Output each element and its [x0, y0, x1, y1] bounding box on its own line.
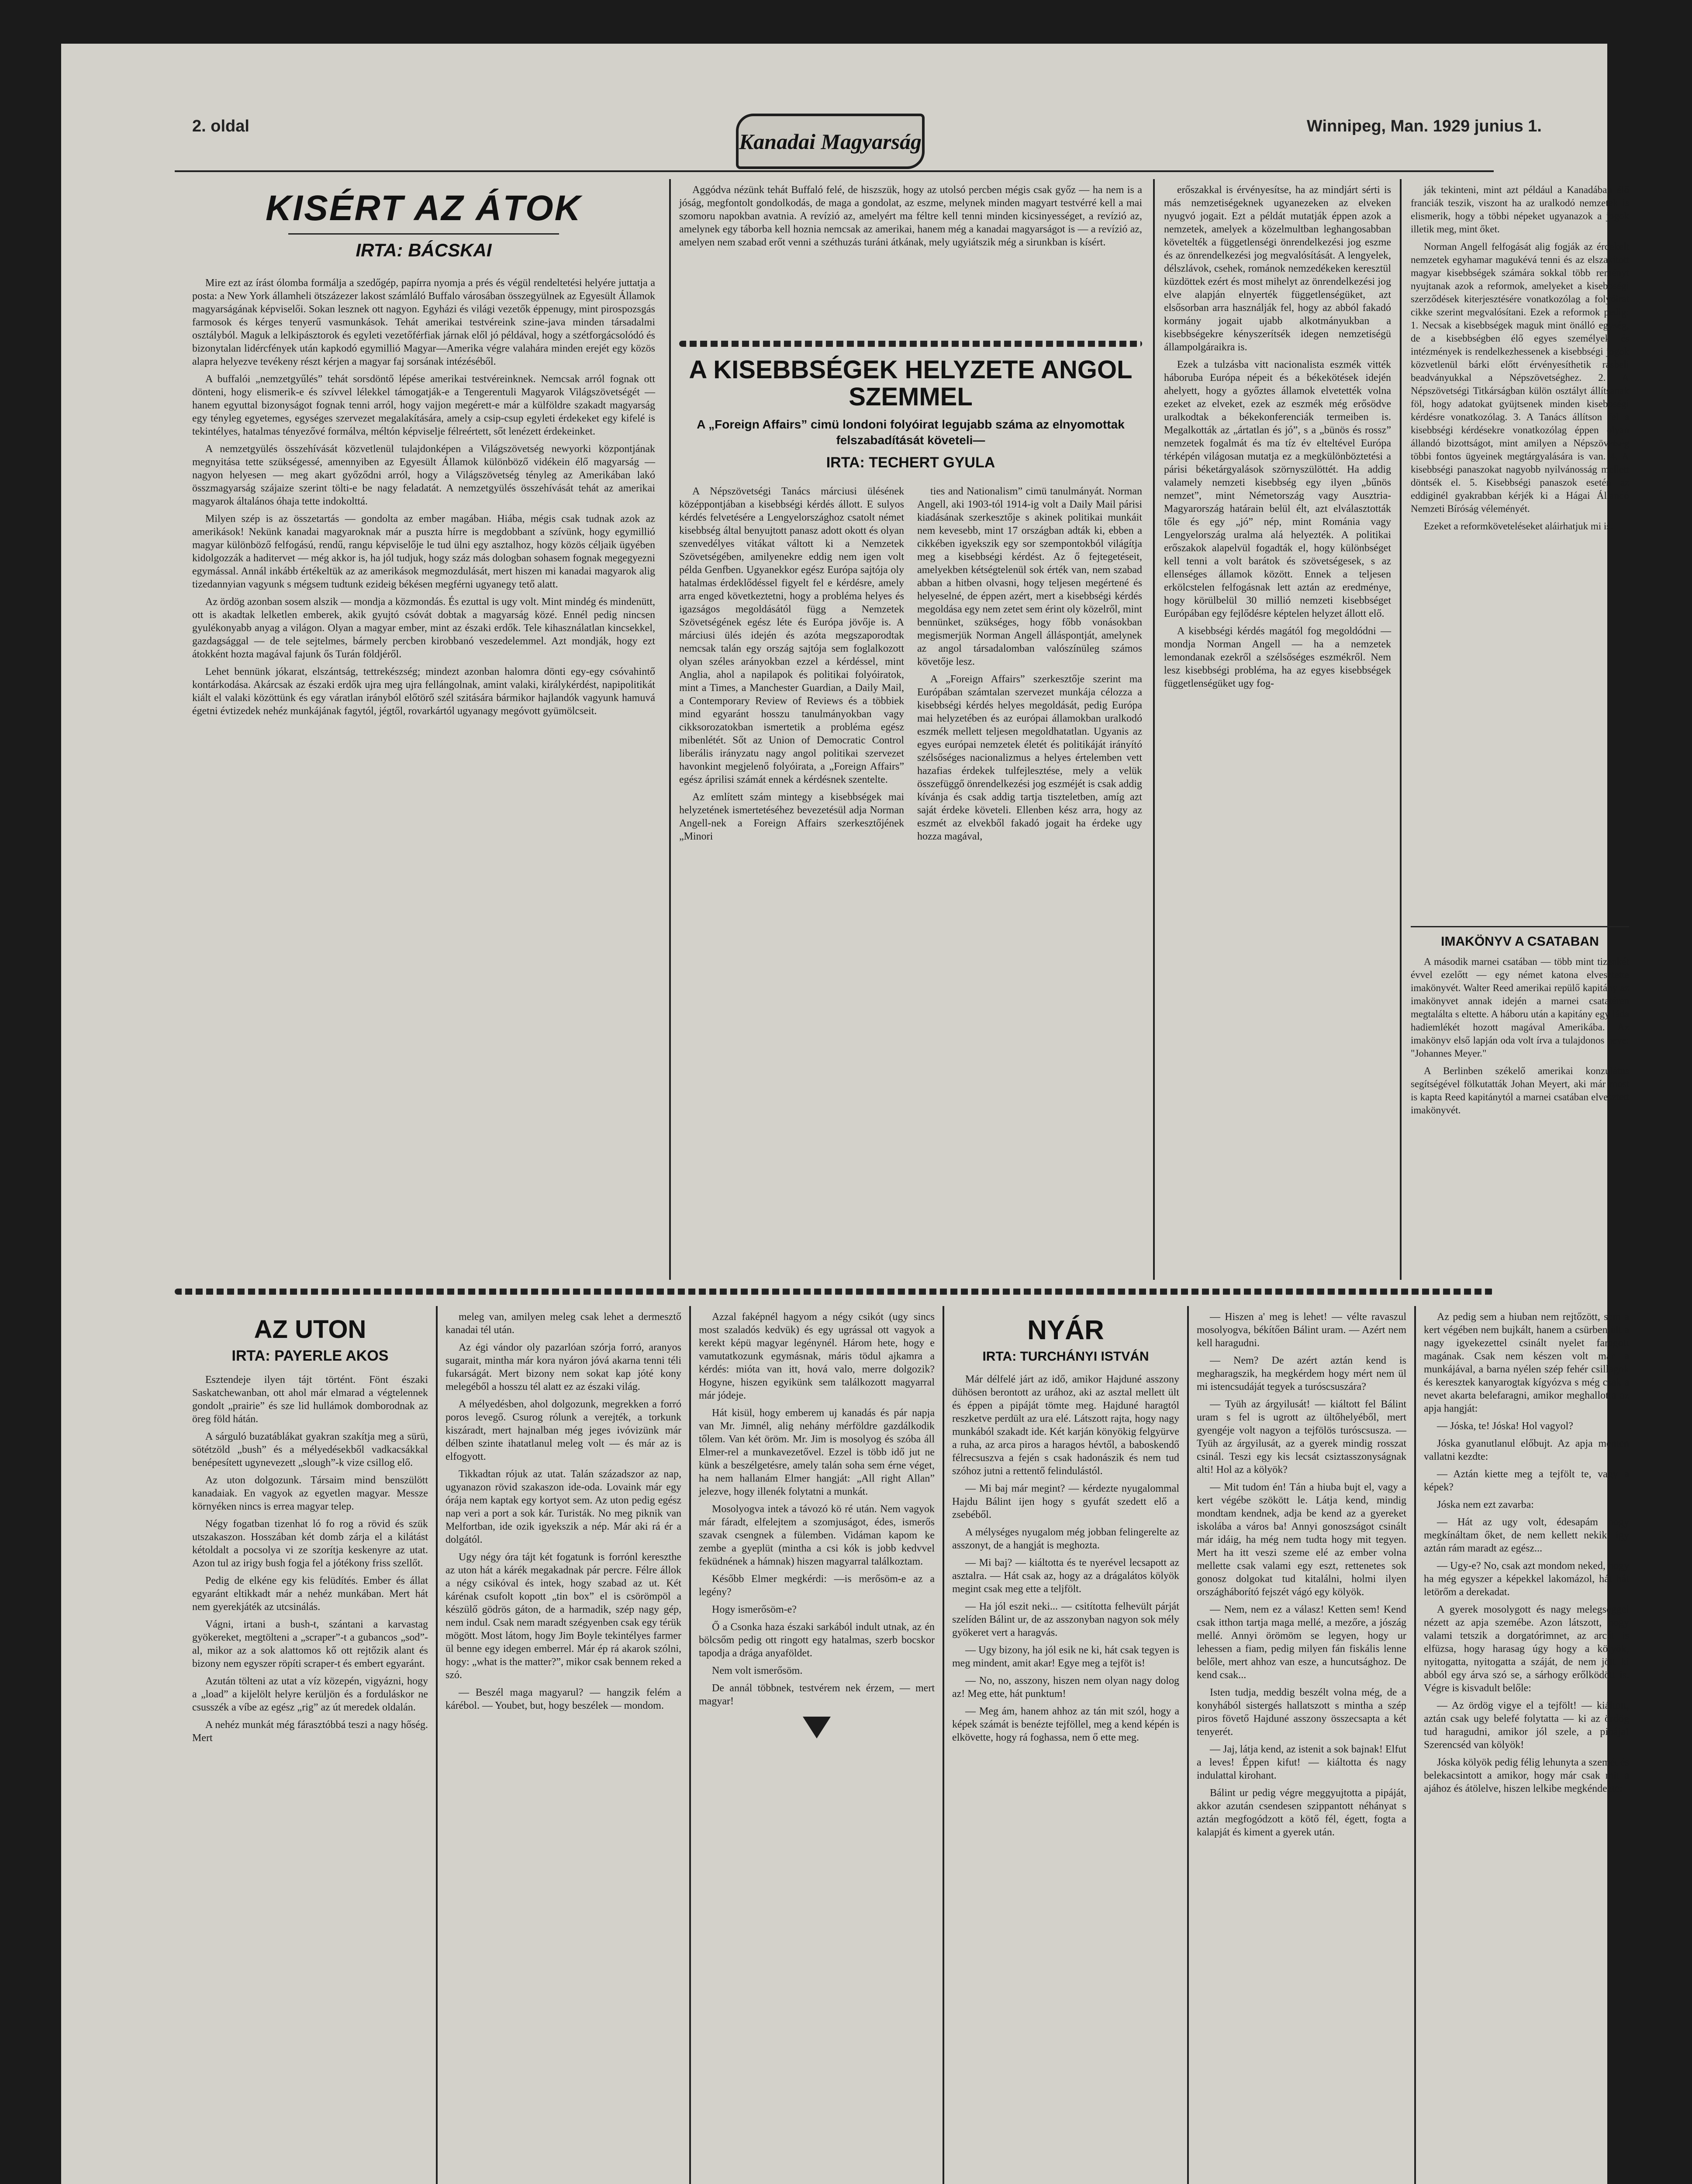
paragraph: Mire ezt az írást ólomba formálja a szedőgép, papírra nyomja a prés és végül rendeltetési helyére juttatja a posta: a New York államheli ötszázezer lakost számláló Buffalo városában összegyülnek az Egyesült Államok magyarságának képviselői. Sokan lesznek ott nagyon. Egyházi és világi vezetők éppenugy, mint pirospozsgás farmosok és kérges tenyerű vasmunkások. Tehát amerikai testvéreink szine-java minden társadalmi osztályból. Maguk a lelkipásztorok és egyleti vezetőférfiak járnak elől jó példával, hogy a szétforgácsolódó és bizonytalan lidércfények után kapkodó egymillió Magyar—Amerika végre valahára minden erejét egy közös alapra helyezve tevékeny részt kérjen a magyar faj sorsának intézéséből.: [192, 277, 655, 367]
paragraph: Vágni, irtani a bush-t, szántani a karvastag gyökereket, megtölteni a „scraper”-t a gubancos „sod”-al, mikor az a sok alattomos kő ott rejtőzik alant és bizony nem egyszer röpíti scraper-t és embert egyaránt.: [192, 1619, 428, 1669]
paragraph: — Jaj, látja kend, az istenit a sok bajnak! Elfut a leves! Éppen kifut! — kiáltotta és nagy indulattal kirohant.: [1197, 1744, 1406, 1781]
article-column: [445, 1310, 681, 1717]
paragraph: meleg van, amilyen meleg csak lehet a dermesztő kanadai tél után.: [445, 1311, 681, 1336]
article-column: [699, 1310, 935, 1738]
article-title: IMAKÖNYV A CSATABAN: [1441, 934, 1599, 949]
paragraph: A nemzetgyülés összehívását közvetlenül tulajdonképen a Világszövetség newyorki központjának megnyitása tette szükségessé, amennyiben az Egyesült Államok különböző vidékein élő magyarság — nagyon helyesen — meg akart győződni arról, hogy a Világszövetség tényleg az Amerikában lakó összmagyarság szájaize szerint tölti-e be nagy feladatát. A nemzetgyülés összehívását tehát az amerikai magyarok általános óhaja tette indokolttá.: [192, 443, 655, 507]
paragraph: Hogy ismerősöm-e?: [712, 1604, 797, 1615]
article-title: AZ UTON: [254, 1315, 366, 1344]
article-column: [1164, 183, 1391, 695]
paragraph: Ezeket a reformköveteléseket aláirhatjuk mi is.: [1424, 521, 1613, 532]
paragraph: Ugy négy óra tájt két fogatunk is forrónl kereszthe az uton hát a kárék megakadnak pár percre. Félre állok a négy csikóval és intek, hogy szabad az ut. Két kárénak csufolt kopott „tin box” el is csörömpöl a készülő gödrös gáton, de a harmadik, szép nagy gép, nem indul. Csak nem maradt szégyenben csak egy térük mögött. Most látom, hogy Jim Boyle tekintélyes farmer ül benne egy idegen emberrel. Már ép rá akarok szólni, hogy: „what is the matter?”, mikor csak bennem reked a szó.: [445, 1552, 681, 1681]
paragraph: A Népszövetségi Tanács márciusi ülésének középpontjában a kisebbségi kérdés állott. E sulyos kérdés felvetésére a Lengyelországhoz csatolt német kisebbség által benyujtott panasz adott okott és olyan szenvedélyes vitákat váltott ki a Nemzetek Szövetségében, amilyenekre eddig nem igen volt példa Genfben. Ugyanekkor egész Európa sajtója oly hatalmas érdeklődéssel figyelt fel e kérdésre, amely arra enged következtetni, hogy a probléma helyes és igazságos megoldásától függ a Nemzetek Szövetségének egész léte és Európa jövője is. A márciusi ülés idején és azóta megszaporodtak nemcsak talán egy ország sajtója sem foglalkozott olyan széles arányokban ezzel a kérdéssel, mint Anglia, ahol a napilapok és politikai folyóiratok, mint a Times, a Manchester Guardian, a Daily Mail, a Contemporary Review of Reviews és a többiek mind egyaránt hosszu tanulmányokban vagy cikksorozatokban ismertetik a probléma egész mibenlétét. Sőt az Union of Democratic Control liberális irányzatu nagy angol politikai szervezet havonkint megjelenő folyóirata, a „Foreign Affairs” egész áprilisi számát ennek a kérdésnek szentelte.: [679, 486, 904, 785]
paragraph: — Hát az ugy volt, édesapám hogy megkínáltam őket, de nem kellett nekik, így aztán rám maradt az egész...: [1424, 1517, 1629, 1554]
paragraph: Az említett szám mintegy a kisebbségek mai helyzetének ismertetéséhez bevezetésül adja Norman Angell-nek a Foreign Affairs szerkesztőjének „Minori: [679, 791, 904, 842]
paragraph: Jóska nem ezt zavarba:: [1437, 1499, 1534, 1510]
column-rule: [943, 1306, 944, 2184]
page-number: 2. oldal: [192, 117, 249, 135]
paragraph: Az uton dolgozunk. Társaim mind benszülött kanadaiak. En vagyok az egyetlen magyar. Messze környéken nincs is errea magyar telep.: [192, 1475, 428, 1512]
article-az-uton: [192, 1310, 428, 1749]
paragraph: Jóska gyanutlanul előbujt. Az apja menten vallatni kezdte:: [1424, 1438, 1629, 1462]
paragraph: Aggódva nézünk tehát Buffaló felé, de hiszszük, hogy az utolsó percben mégis csak győz — ha nem is a jóság, megfontolt gondolkodás, de maga a gondolat, az eszme, melynek minden magyart testvérré kell a mai szomoru napokban avatnia. A revízió az, amelyért ma féltre kell tenni minden kicsinyességet, a revízió az, amelynek egy táborba kell hoznia nemcsak az amerikai, hanem még a kanadai magyarságot is — a revízió az, amelyen nem szabad erőt venni a széthuzás turáni átkának, mely ugyiátszik még a sirunkban is kísért.: [679, 184, 1142, 248]
article-column: [679, 485, 904, 847]
article-continuation: [679, 183, 1142, 253]
article-nyar: [952, 1310, 1179, 1749]
paragraph: — Tyüh az árgyilusát! — kiáltott fel Bálint uram s fel is ugrott az ültőhelyéből, mert gyengéje volt nagyon a tejfölös turóscsusza. — Tyüh az árgyilusát, az a gyerek mindig rosszat csinál. Teszi egy kis lecsát csiztasszonyságnak alti! Hol az a kölyök?: [1197, 1399, 1406, 1476]
paragraph: Az ördög azonban sosem alszik — mondja a közmondás. És ezuttal is ugy volt. Mint mindég és mindenütt, ott is akadtak lelketlen emberek, akik gyujtó csóvát dobtak a magyarság közé. Ennél pedig nincsen gyulékonyabb anyag a világon. Olyan a magyar ember, mint az északi erdők. Tele kihasználatlan kincsekkel, gazdagsággal — de tele sejtelmes, bármely percben kirobbanó veszedelemmel. Azt mondják, hogy ezt átokként hozta magával fajunk ős Turán földjéről.: [192, 596, 655, 660]
paragraph: A buffalói „nemzetgyűlés” tehát sorsdöntő lépése amerikai testvéreinknek. Nemcsak arról fognak ott dönteni, hogy elismerik-e és szívvel lélekkel támogatják-e a Tengerentuli Magyarok Világszövetségét — hanem egyuttal bizonyságot fognak tenni arról, hogy vajjon megérett-e már a külföldre szakadt magyarság egy tényleg egyetemes, egységes szervezet megalakítására, amely a csip-csup egyleti érdekeket egy kifelé is tekintélyes, hatalmas tényezővé formálva, méltón képviselje félreértett, sőt lenézett érdekeinket.: [192, 373, 655, 437]
column-rule: [669, 179, 671, 1280]
paragraph: — Nem? De azért aztán kend is megharagszik, ha megkérdem hogy mért nem ül mi istencsudáját tegyek a turóscsuszára?: [1197, 1355, 1406, 1393]
article-imakonyv: [1411, 926, 1629, 1121]
paragraph: — Hiszen a' meg is lehet! — vélte ravaszul mosolyogva, békítően Bálint uram. — Azért nem kell haragudni.: [1197, 1311, 1406, 1349]
paragraph: — Mit tudom én! Tán a hiuba bujt el, vagy a kert végébe szökött le. Látja kend, mindig mondtam kendnek, adja be kend az a gyereket iskolába a város ba! Annyi gonoszságot csinált már idáig, ha még nem tudta hogy mit tegyen. Mert ha itt veszi szeme elé az ember volna mellette csak valami egy eszt, rettenetes sok gonosz dolgokat tud kitalálni, holmi ilyen országháborító fejszét vágó egy kölyök.: [1197, 1482, 1406, 1598]
paragraph: A mélységes nyugalom még jobban felingerelte az asszonyt, de a hangját is meghozta.: [952, 1527, 1179, 1551]
paragraph: A sárguló buzatáblákat gyakran szakítja meg a sürü, sötétzöld „bush” és a mélyedésekből vadkacsákkal benépesített ugynevezett „slough”-k vize csillog elő.: [192, 1431, 428, 1469]
paragraph: Milyen szép is az összetartás — gondolta az ember magában. Hiába, mégis csak tudnak azok az amerikások! Nekünk kanadai magyaroknak már a puszta hírre is megdobbant a szívünk, hogy egymillió magyar különböző felfogású, rendű, rangu képviselője le tud ülni egy asztalhoz, hogy közös céljaik ügyében kidolgozzák a haditervet — még akkor is, ha jól tudjuk, hogy száz más dologban sohasem fognak megegyezni egymással. Annál inkább értékeltük az az amerikások megmozdulását, mert hiszen mi kanadai magyarok alig tizedannyian vagyunk s mégsem tudtunk ezideig békésen megférni ugyanegy tető alatt.: [192, 513, 655, 590]
paragraph: Négy fogatban tizenhat ló fo rog a rövid és szük utszakaszon. Hosszában két domb zárja el a kilátást kétoldalt a pocsolya vi ze szorítja keskenyre az utat. Azon tul az irigy bush fogja fel a jótékony friss szellőt.: [192, 1518, 428, 1569]
paragraph: A kisebbségi kérdés magától fog megoldódni — mondja Norman Angell — ha a nemzetek lemondanak ezekről a szélsőséges eszmékről. Nem lesz kisebbségi probléma, ha az egyes kisebbségek függetlenségüket ugy fog-: [1164, 625, 1391, 689]
article-byline: IRTA: TECHERT GYULA: [826, 454, 995, 471]
paragraph: A második marnei csatában — több mint tizenkét évvel ezelőtt — egy német katona elvesztette imakönyvét. Walter Reed amerikai repülő kapitány az imakönyvet annak idején a marnei csatatéren megtalálta s eltette. A háboru után a kapitány egy láda hadiemlékét hozott magával Amerikába. Az imakönyv első lapján oda volt írva a tulajdonos neve: "Johannes Meyer.": [1411, 956, 1629, 1059]
article-column: [1411, 183, 1629, 537]
article-body: [1411, 955, 1629, 1117]
paragraph: Nem volt ismerősöm.: [712, 1665, 803, 1676]
column-rule: [436, 1306, 438, 2184]
paragraph: — Jóska, te! Jóska! Hol vagyol?: [1437, 1420, 1573, 1432]
paragraph: Az égi vándor oly pazarlóan szórja forró, aranyos sugarait, mintha már kora nyáron jóvá akarna tenni téli fukarságát. Mert bizony nem sokat kap jóté kony melegéből a hosszu tél alatt ez az északi világ.: [445, 1342, 681, 1393]
end-of-article-mark: [803, 1717, 831, 1738]
paragraph: erőszakkal is érvényesítse, ha az mindjárt sérti is más nemzetiségeknek ugyanezeken az elveken nyugvó jogait. Ezt a példát mutatják éppen azok a nemzetek, amelyek a közelmultban leghangosabban követelték a függetlenségi önrendelkezési jog eszme és az önrendelkezési jog megvalósítását. A lengyelek, délszlávok, csehek, románok nemzedékeken keresztül küzdöttek ezért és most mihelyt az önrendelkezési jog elve alapján elnyerték függetlenségüket, azt elsősorban arra használják fel, hogy az abból fakadó kormány jogait ujabb alkotmányukban a kisebbségekre kényszerítsék idegen nemzetiségü állampolgáraikra is.: [1164, 184, 1391, 353]
paragraph: A Berlinben székelő amerikai konzulátus segítségével fölkutatták Johan Meyert, aki már most is kapta Reed kapitánytól a marnei csatában elvesztett imakönyvét.: [1411, 1065, 1629, 1116]
column-rule: [689, 1306, 691, 2184]
paragraph: Hát kisül, hogy emberem uj kanadás és pár napja van Mr. Jimnél, alig nehány mérföldre gazdálkodik tőlem. Van két öröm. Mr. Jim is mosolyog és szóba áll Elmer-rel a munkavezetővel. Ezzel is több idő jut ne künk a beszélgetésre, amely talán soha sem érne véget, ha nem hallanám Elmer hangját: „All right Allan” jelezve, hogy illenék folytatni a munkát.: [699, 1407, 935, 1497]
paragraph: — Az ördög vigye el a tejfölt! — kiáltott, aztán csak ugy belefé folytatta — ki az ördög tud haragudni, amikor jól szele, a pipája! Szerencséd van kölyök!: [1424, 1700, 1629, 1751]
paragraph: ties and Nationalism” cimü tanulmányát. Norman Angell, aki 1903-tól 1914-ig volt a Daily Mail párisi kiadásának szerkesztője s akinek politikai munkáit nem kevesebb, mint 17 országban adták ki, ebben a cikkében igyekszik egy sor szempontokból világítja meg a kisebbségi kérdést. Az ő fejtegetéseit, amelyekben kétségtelenül sok érték van, nem szabad abban a hitben olvasni, hogy teljesen megértené és helyeselné, de éppen azért, mert a kisebbségi kérdés megoldása egy nem zetet sem érint oly közelről, mint bennünket, szükséges, hogy főbb vonásokban megismerjük Norman Angell álláspontját, amelynek az angol társadalomban valószínüleg számos követője lesz.: [917, 486, 1142, 667]
paragraph: Azután tölteni az utat a víz közepén, vigyázni, hogy a „load” a kijelölt helyre kerüljön és a forduláskor ne csusszék a víbe az egész „rig” az út meredek oldalán.: [192, 1676, 428, 1713]
paragraph: Azzal faképnél hagyom a négy csikót (ugy sincs most szaladós kedvük) és egy ugrással ott vagyok a kerekt képü magyar legénynél. Három hete, hogy e vamutatkozunk egymásnak, máris tödul ajkamra a kérdés: mióta van itt, hová valo, merre dolgozik? Hogyne, hiszen egyikünk sem találkozott magyarral már jódeje.: [699, 1311, 935, 1401]
paragraph: — Nem, nem ez a válasz! Ketten sem! Kend csak itthon tartja maga mellé, a mezőre, a jószág mellé. Annyi örömöm se legyen, hogy ur lehessen a fiam, pedig milyen fán fiskális lenne belőle, mert ahhoz van esze, a huncutsághoz. De kend csak...: [1197, 1604, 1406, 1681]
article-title: KISÉRT AZ ÁTOK: [266, 188, 582, 228]
paragraph: Norman Angell felfogását alig fogják az érdekelt nemzetek egyhamar magukévá tenni és az elszakított magyar kisebbségek számára sokkal több reményt nyujtanak azok a reformok, amelyeket a kisebbségi szerződések kiterjesztésére vonatkozólag a folyóirat cikke szerint megvalósítani. Ezek a reformok pedig: 1. Necsak a kisebbségek maguk mint önálló egység, de a kisebbségben élő egyes személyek és intézmények is rendelkezhessenek a kisebbségi jogok közvetlenül bárki előtt érvényesíthetik rásbeli beadványukkal a Népszövetséghez. 2. A Népszövetségi Titkárságban külön osztályt állítsanak föl, hogy adatokat gyüjtsenek minden kisebbségi kérdésre vonatkozólag. 3. A Tanács állítson fel a kisebbségi kérdésekre vonatkozólag éppen olyan állandó bizottságot, mint amilyen a Népszövetség többi fontos ügyeinek megtárgyalására is van. 4. A kisebbségi panaszokat nagyobb nyilvánosság mellett döntsék el. 5. Kisebbségi panaszok esetén az eddiginél gyakrabban kérjék ki a Hágai Állandó Nemzeti Bíróság véleményét.: [1411, 241, 1629, 514]
column-rule: [1153, 179, 1155, 1280]
article-column: [1424, 1310, 1629, 1800]
article-byline: IRTA: TURCHÁNYI ISTVÁN: [982, 1349, 1149, 1364]
article-body: [192, 276, 655, 718]
paragraph: De annál többnek, testvérem nek érzem, — mert magyar!: [699, 1683, 935, 1707]
paragraph: — Ha jól eszit neki... — csitította felhevült párját szelíden Bálint ur, de az asszonyban nagyon sok mély gyökeret vert a haragvás.: [952, 1601, 1179, 1638]
paragraph: — Mi baj? — kiáltotta és te nyerével lecsapott az asztalra. — Hát csak az, hogy az a drágalátos kölyök megint csak meg ette a teljfölt.: [952, 1557, 1179, 1595]
header-rule: [175, 170, 1494, 172]
article-column: [952, 1373, 1179, 1744]
paragraph: Ezek a tulzásba vitt nacionalista eszmék vitték háboruba Európa népeit és a békekötések idején ahelyett, hogy a győztes államok elvetették volna ezeket az elveket, ezek az eszmék még erősödve uralkodtak a békekonferenciák termeiben is. Megalkották az „ártatlan és jó”, s a „bünös és rossz” nemzetek fogalmát és ma tíz év elteltével Európa térképén világosan mutatja ez a megkülönböztetési a párisi béketárgyalások szörnyszülöttét. Ha addig valamely nemzeti kisebbség egy ilyen „bűnös nemzet”, mint Németország vagy Ausztria-Magyarország határain belül élt, azt elválasztották tőle és egy „jó” nép, mint Románia vagy Lengyelország uralma alá helyezték. A politikai erőszakok alapelvül fogadták el, hogy különbséget kell tenni a volt barátok és szövetségesek, s az ellenséges államok között. Ennek a teljesen erkölcstelen felfogásnak lett aztán az eredménye, hogy körülbelül 30 millió nemzeti kisebbséget Európában egy fejlődésre képtelen helyzet állott elő.: [1164, 359, 1391, 619]
paragraph: Jóska kölyök pedig félig lehunyta a szemét és belekacsintott a amikor, hogy már csak mit a ajához és átölelve, hiszen lelkibe megkéndezte:: [1424, 1757, 1629, 1794]
paragraph: — No, no, asszony, hiszen nem olyan nagy dolog az! Meg ette, hát punktum!: [952, 1675, 1179, 1700]
paragraph: ják tekinteni, mint azt például a Kanadában élő franciák teszik, viszont ha az uralkodó nemzetek is elismerik, hogy a többi népeket ugyanazok a jogok illetik meg, mint őket.: [1411, 184, 1629, 235]
paragraph: — Aztán kiette meg a tejfölt te, vagy a képek?: [1424, 1469, 1629, 1493]
article-title: A KISEBBSÉGEK HELYZETE ANGOL SZEMMEL: [689, 356, 1133, 411]
column-rule: [1414, 1306, 1416, 2184]
paragraph: Az pedig sem a hiuban nem rejtőzött, sem a kert végében nem bujkált, hanem a csürben ült a nagy igyekezettel csinált nyelet faragott magának. Csak nem készen volt már a munkájával, a barna nyélen szép fehér csillagok és keresztek kanyarogtak kígyózva s még csak a nevet akarta belefaragni, amikor meghallotta az apja hangját:: [1424, 1311, 1629, 1414]
paragraph: Ő a Csonka haza északi sarkából indult utnak, az én bölcsőm pedig ott ringott egy hatalmas, szerb bocskor tapodja a drága anyaföldet.: [699, 1621, 935, 1659]
paragraph: — Ugy bizony, ha jól esik ne ki, hát csak tegyen is meg mindent, amit akar! Egye meg a tejföt is!: [952, 1645, 1179, 1669]
article-column: [192, 1373, 428, 1745]
paragraph: Később Elmer megkérdi: —is merősöm-e az a legény?: [699, 1573, 935, 1598]
article-title: NYÁR: [1027, 1315, 1104, 1345]
paragraph: Lehet bennünk jókarat, elszántság, tettrekészség; mindezt azonban halomra dönti egy-egy csóvahintő kontárkodása. Akárcsak az északi erdők ujra meg ujra fellángolnak, amint valaki, királykérdést, napipolitikát kiált el valaki közöttünk és egy váratlan irányból előtörő szél szitására bármikor hajlandók vagyunk hamuvá égetni évtizedek nehéz munkájának fagytól, jégtől, rovarkártól ugyanagy megóvott gyümölcseit.: [192, 666, 655, 717]
paragraph: — Mi baj már megint? — kérdezte nyugalommal Hajdu Bálint ijen hogy s gyufát szedett elő a zsebéből.: [952, 1483, 1179, 1521]
paragraph: Esztendeje ilyen tájt történt. Fönt északi Saskatchewanban, ott ahol már elmarad a végtelennek gondolt „prairie” és sze lid hullámok domborodnak az öreg föld hátán.: [192, 1374, 428, 1425]
paragraph: A mélyedésben, ahol dolgozunk, megrekken a forró poros levegő. Csurog rólunk a verejték, a torkunk kiszáradt, mert hajnalban még jeges ivóvizünk már délben szinte ihatatlanul meleg volt — és már az is elfogyott.: [445, 1399, 681, 1462]
paragraph: A „Foreign Affairs” szerkesztője szerint ma Európában számtalan szervezet munkája célozza a kisebbségi kérdés helyes megoldását, pedig Európa mai helyzetében és az európai államokban uralkodó eszmék mellett teljesen megoldhatatlan. Ugyanis az egyes európai nemzetek életét és politikáját irányító szélsőséges nacionalizmus a helyes értelemben vett hazafias érdekek tulfejlesztése, mely a velük összefüggő önrendelkezési jog eszméjét is csak addig kívánja és csak addig tartja tiszteletben, amíg azt saját érdeke követeli. Ellenben kész arra, hogy az eszmét az elvekből fakadó jogait ha érdeke ugy hozza magával,: [917, 674, 1142, 842]
paragraph: Bálint ur pedig végre meggyujtotta a pipáját, akkor azután csendesen szippantott néhányat s aztán megfogódzott a kötő fél, égett, fogta a kalapját és kiment a gyerek után.: [1197, 1787, 1406, 1838]
newspaper-page: [61, 44, 1629, 2184]
column-rule: [1187, 1306, 1189, 2184]
article-column: [917, 485, 1142, 847]
article-column: [1197, 1310, 1406, 1843]
column-rule: [1400, 179, 1402, 1280]
article-kisebbsegek-header: [679, 341, 1142, 474]
article-kisert-az-atok: [192, 179, 655, 722]
paragraph: Mosolyogva intek a távozó kö ré után. Nem vagyok már fáradt, elfelejtem a szomjuságot, édes, ismerős szavak csengnek a fülemben. Vidáman kapom ke zembe a gyeplüt (mintha a csi kók is jobb kedvvel feküdnének a hámnak) hiszen magyarral találkoztam.: [699, 1503, 935, 1567]
paragraph: Már délfelé járt az idő, amikor Hajduné asszony dühösen berontott az urához, aki az asztal mellett ült és éppen a pipáját tömte meg. Hajduné haragtól reszketve perdült az ura elé. Látszott rajta, hogy nagy munkából szakadt ide. Két karján könyökig felgyürve a ruha, az arca piros a haragos hévtől, a baboskendő félrecsuszva a fején s csak hadonászik és nem tud szóhoz jutni a rettentő felindulástól.: [952, 1374, 1179, 1477]
paragraph: — Meg ám, hanem ahhoz az tán mit szól, hogy a képek számát is benézte tejföllel, meg a kend képén is elkövette, hogy rá foghassa, nem ő ette meg.: [952, 1706, 1179, 1743]
paragraph: — Beszél maga magyarul? — hangzik felém a kárébol. — Youbet, but, hogy beszélek — mondom.: [445, 1687, 681, 1711]
title-underline: [288, 233, 559, 235]
paragraph: Tikkadtan rójuk az utat. Talán századszor az nap, ugyanazon rövid szakaszon ide-oda. Lovaink már egy órája nem kaptak egy kortyot sem. Az uton pedig egész nap veri a port a sok kár. Turisták. No meg piknik van Melfortban, ide ozik igyekszik a nép. Már aki rá ér a dolgától.: [445, 1469, 681, 1545]
paragraph: Pedig de elkéne egy kis felüdítés. Ember és állat egyaránt eltikkadt már a nehéz munkában. Mert hát nem gyerekjáték az utcsinálás.: [192, 1575, 428, 1613]
section-divider: [175, 1289, 1494, 1295]
paragraph: Isten tudja, meddig beszélt volna még, de a konyhából sistergés hallatszott s mintha a szép piros fövető Hajduné asszony összecsapta a két tenyerét.: [1197, 1687, 1406, 1738]
article-byline: IRTA: BÁCSKAI: [356, 240, 492, 260]
paragraph: A gyerek mosolygott és nagy melegséggel nézett az apja szemébe. Azon látszott, hogy valami tetszik a dorgatórimnet, az arcát is elfüzsa, hogy harasag úgy hogy a kölyök, nyitogatta, nyitogatta a száját, de nem jött ki abból egy árva szó se, a sárhogy erőlködött is. Végre is kisvadult belőle:: [1424, 1604, 1629, 1694]
dateline: Winnipeg, Man. 1929 junius 1.: [1306, 117, 1542, 135]
masthead-logo: Kanadai Magyarság: [736, 114, 925, 169]
paragraph: — Ugy-e? No, csak azt mondom neked, hogy ha még egyszer a képekkel lakomázol, hát hát letörőm a derekadat.: [1424, 1560, 1629, 1598]
article-byline: IRTA: PAYERLE AKOS: [231, 1348, 389, 1364]
article-subtitle: A „Foreign Affairs” cimü londoni folyóirat legujabb száma az elnyomottak felszabadítását követeli—: [697, 418, 1125, 447]
paragraph: A nehéz munkát még fárasztóbbá teszi a nagy hőség. Mert: [192, 1719, 428, 1744]
ornamental-rule: [679, 341, 1142, 347]
section-rule: [1411, 926, 1629, 927]
